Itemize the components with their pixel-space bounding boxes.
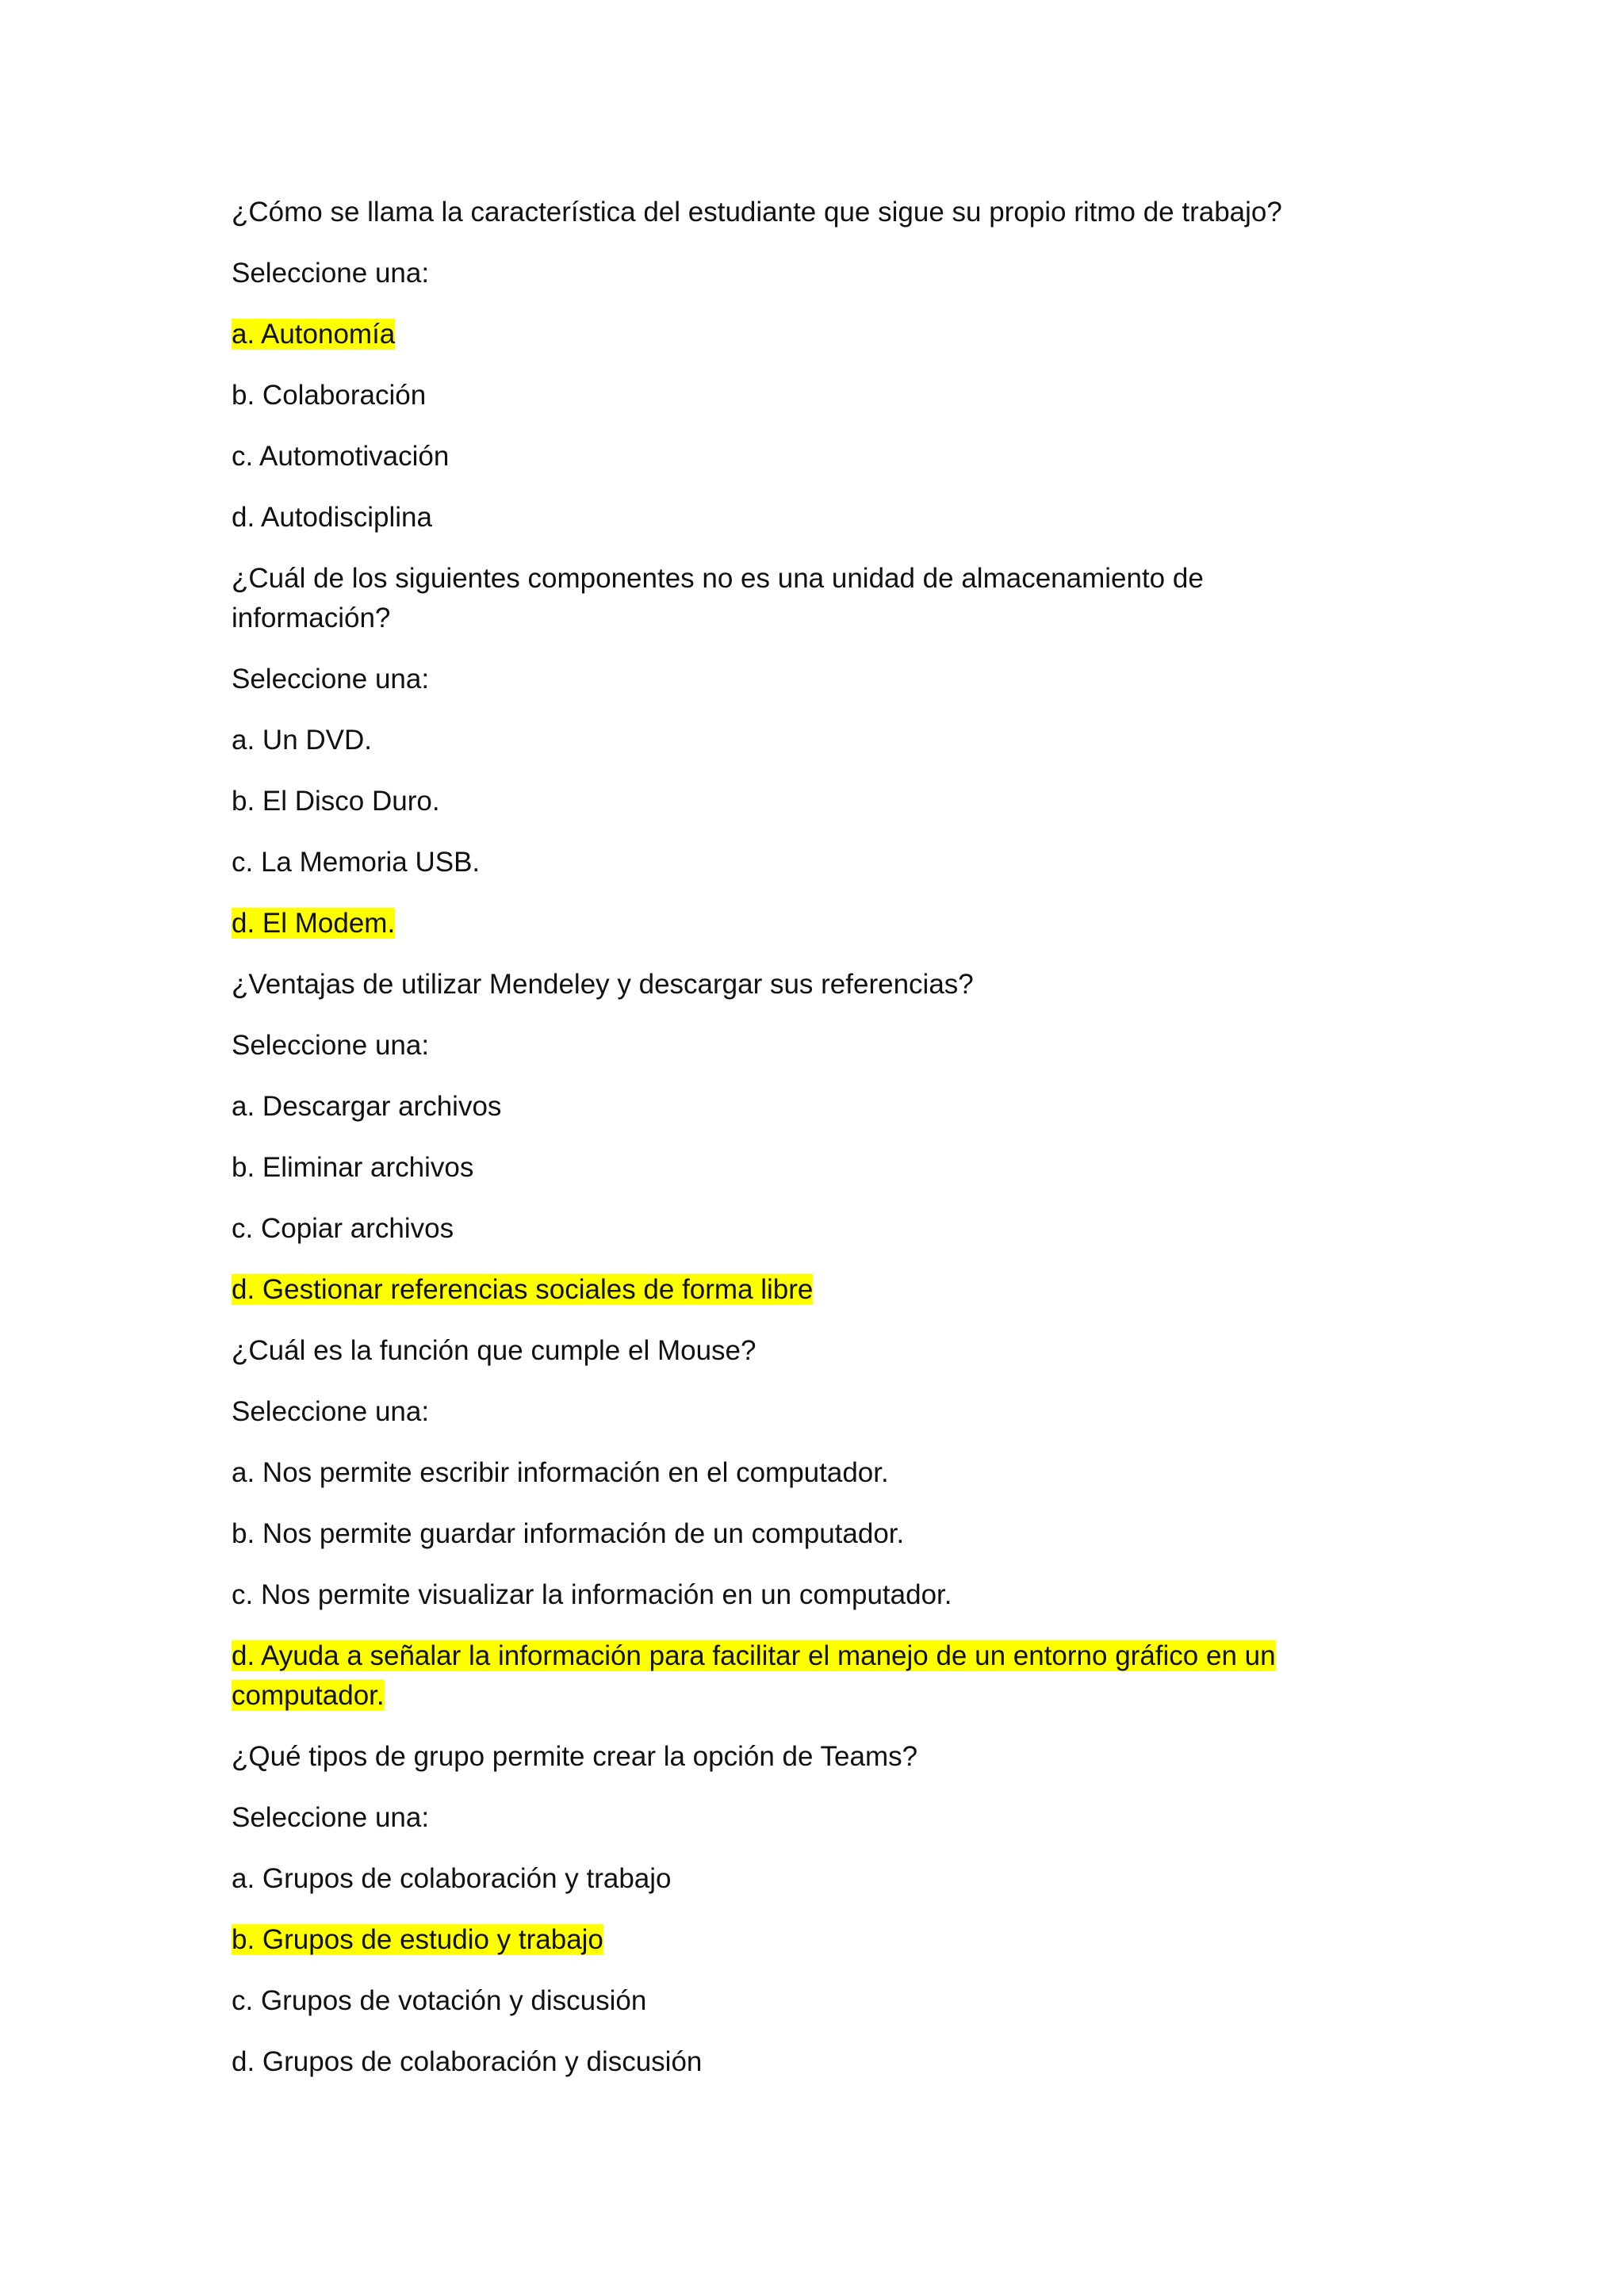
question-2-option-b: b. El Disco Duro. — [232, 786, 440, 817]
answer-option — [232, 376, 1358, 415]
question-3-text: ¿Ventajas de utilizar Mendeley y descargar sus referencias? — [232, 969, 974, 1000]
answer-option — [232, 1087, 1358, 1127]
question-1-option-c: c. Automotivación — [232, 441, 450, 472]
answer-option — [232, 1514, 1358, 1554]
question-4-option-c: c. Nos permite visualizar la información en un computador. — [232, 1579, 952, 1610]
answer-option — [232, 2042, 1358, 2082]
question-1-option-a-highlighted: a. Autonomía — [232, 319, 396, 350]
answer-option — [232, 315, 1358, 354]
question-2-text: ¿Cuál de los siguientes componentes no es una unidad de almacenamiento de información? — [232, 563, 1204, 633]
question-1-option-b: b. Colaboración — [232, 380, 427, 411]
question-5-text: ¿Qué tipos de grupo permite crear la opción de Teams? — [232, 1741, 918, 1772]
question-2-option-d-highlighted: d. El Modem. — [232, 908, 396, 939]
question-text — [232, 1737, 1358, 1777]
question-prompt — [232, 1026, 1358, 1066]
question-prompt — [232, 1798, 1358, 1838]
answer-option — [232, 1148, 1358, 1188]
question-prompt — [232, 1392, 1358, 1432]
answer-option — [232, 437, 1358, 476]
question-5-prompt: Seleccione una: — [232, 1802, 430, 1833]
question-3-prompt: Seleccione una: — [232, 1030, 430, 1061]
question-text — [232, 559, 1358, 638]
question-text — [232, 1331, 1358, 1371]
question-1-option-d: d. Autodisciplina — [232, 502, 432, 533]
question-4-option-d-highlighted: d. Ayuda a señalar la información para facilitar el manejo de un entorno gráfico en un computador. — [232, 1640, 1276, 1711]
question-5-option-a: a. Grupos de colaboración y trabajo — [232, 1863, 672, 1894]
question-2-prompt: Seleccione una: — [232, 664, 430, 695]
question-4-prompt: Seleccione una: — [232, 1396, 430, 1427]
question-prompt — [232, 660, 1358, 699]
document-page — [232, 193, 1358, 2103]
question-4-option-a: a. Nos permite escribir información en el computador. — [232, 1457, 889, 1488]
answer-option — [232, 1636, 1286, 1716]
answer-option — [232, 904, 1358, 943]
question-text — [232, 193, 1358, 232]
answer-option — [232, 1859, 1358, 1899]
answer-option — [232, 1453, 1358, 1493]
question-text — [232, 965, 1358, 1004]
question-3-option-d-highlighted: d. Gestionar referencias sociales de forma libre — [232, 1274, 814, 1305]
answer-option — [232, 721, 1358, 760]
answer-option — [232, 782, 1358, 821]
question-5-option-c: c. Grupos de votación y discusión — [232, 1985, 647, 2016]
answer-option — [232, 843, 1358, 882]
question-2-option-a: a. Un DVD. — [232, 725, 372, 756]
answer-option — [232, 1575, 1358, 1615]
question-3-option-b: b. Eliminar archivos — [232, 1152, 474, 1183]
question-prompt — [232, 254, 1358, 293]
answer-option — [232, 498, 1358, 538]
question-4-text: ¿Cuál es la función que cumple el Mouse? — [232, 1335, 756, 1366]
answer-option — [232, 1209, 1358, 1249]
answer-option — [232, 1920, 1358, 1960]
answer-option — [232, 1981, 1358, 2021]
question-1-prompt: Seleccione una: — [232, 258, 430, 289]
question-3-option-c: c. Copiar archivos — [232, 1213, 454, 1244]
question-5-option-b-highlighted: b. Grupos de estudio y trabajo — [232, 1924, 603, 1955]
question-3-option-a: a. Descargar archivos — [232, 1091, 502, 1122]
question-2-option-c: c. La Memoria USB. — [232, 847, 481, 878]
question-5-option-d: d. Grupos de colaboración y discusión — [232, 2046, 703, 2077]
question-1-text: ¿Cómo se llama la característica del estudiante que sigue su propio ritmo de trabajo? — [232, 197, 1282, 228]
answer-option — [232, 1270, 1358, 1310]
question-4-option-b: b. Nos permite guardar información de un computador. — [232, 1518, 905, 1549]
